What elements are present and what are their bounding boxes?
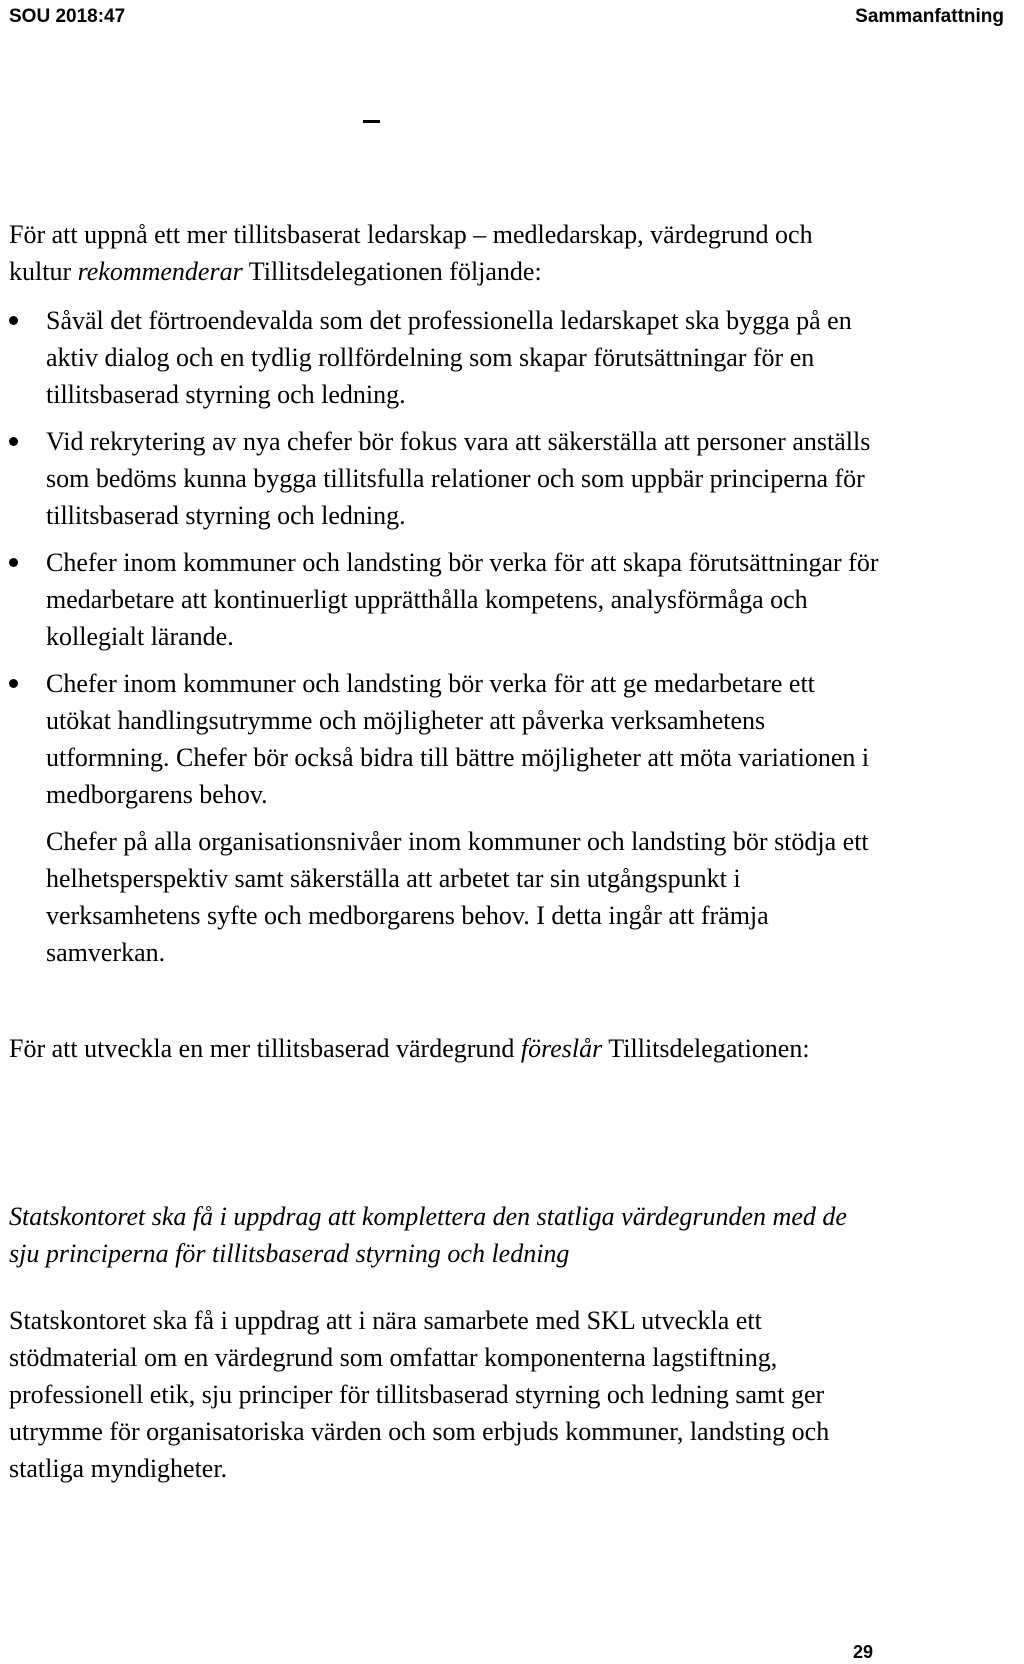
list-item [0, 302, 880, 413]
proposal-body: Statskontoret ska få i uppdrag att i nära samarbete med SKL utveckla ett stödmaterial om en värdegrund som omfattar komponenterna lagstiftning, professionell etik, sju principer för tillitsbaserad styrning och ledning samt ger utrymme för organisatoriska värden och som erbjuds kommuner, landsting och statliga myndigheter. [9, 1306, 830, 1483]
page-header [0, 6, 1024, 30]
proposal-heading: Statskontoret ska få i uppdrag att komplettera den statliga värdegrunden med de sju principerna för tillitsbaserad styrning och ledning [9, 1202, 847, 1268]
document-id: SOU 2018:47 [9, 6, 126, 27]
proposal-intro-italic: föreslår [520, 1034, 603, 1063]
list-item-text: Såväl det förtroendevalda som det professionella ledarskapet ska bygga på en aktiv dialog och en tydlig rollfördelning som skapar förutsättningar för en tillitsbaserad styrning och ledning. [46, 306, 852, 409]
bullet-icon [9, 558, 18, 567]
list-item [0, 544, 880, 655]
page-number: 29 [852, 1642, 873, 1662]
list-item-text: Chefer inom kommuner och landsting bör verka för att skapa förutsättningar för medarbetare att kontinuerligt upprätthålla kompetens, analysförmåga och kollegialt lärande. [46, 548, 879, 651]
section-title: Sammanfattning [855, 6, 1004, 27]
proposal-intro-after: Tillitsdelegationen: [602, 1034, 810, 1063]
list-item [0, 423, 880, 534]
intro-text-italic: rekommenderar [77, 257, 243, 286]
bullet-icon [9, 679, 18, 688]
proposal-intro-before: För att utveckla en mer tillitsbaserad värdegrund [9, 1034, 521, 1063]
intro-text-after: Tillitsdelegationen följande: [242, 257, 542, 286]
dash-mark [363, 120, 380, 123]
bullet-icon [9, 437, 18, 446]
proposal-intro [9, 1030, 879, 1067]
recommendation-list [0, 302, 880, 971]
intro-paragraph [9, 216, 879, 290]
list-item-text: Vid rekrytering av nya chefer bör fokus vara att säkerställa att personer anställs som bedöms kunna bygga tillitsfulla relationer och som uppbär principerna för tillitsbaserad styrning och ledning. [46, 427, 871, 530]
list-item [0, 665, 880, 813]
indented-paragraph-text: Chefer på alla organisationsnivåer inom kommuner och landsting bör stödja ett helhetsperspektiv samt säkerställa att arbetet tar sin utgångspunkt i verksamhetens syfte och medborgarens behov. I detta ingår att främja samverkan. [46, 827, 869, 967]
bullet-icon [9, 316, 18, 325]
indented-paragraph [0, 823, 880, 971]
list-item-text: Chefer inom kommuner och landsting bör verka för att ge medarbetare ett utökat handlingsutrymme och möjligheter att påverka verksamhetens utformning. Chefer bör också bidra till bättre möjligheter att möta variationen i medborgarens behov. [46, 669, 870, 809]
intro-text-before: För att uppnå ett mer tillitsbaserat ledarskap – medledarskap, värdegrund och kultur [9, 220, 813, 286]
